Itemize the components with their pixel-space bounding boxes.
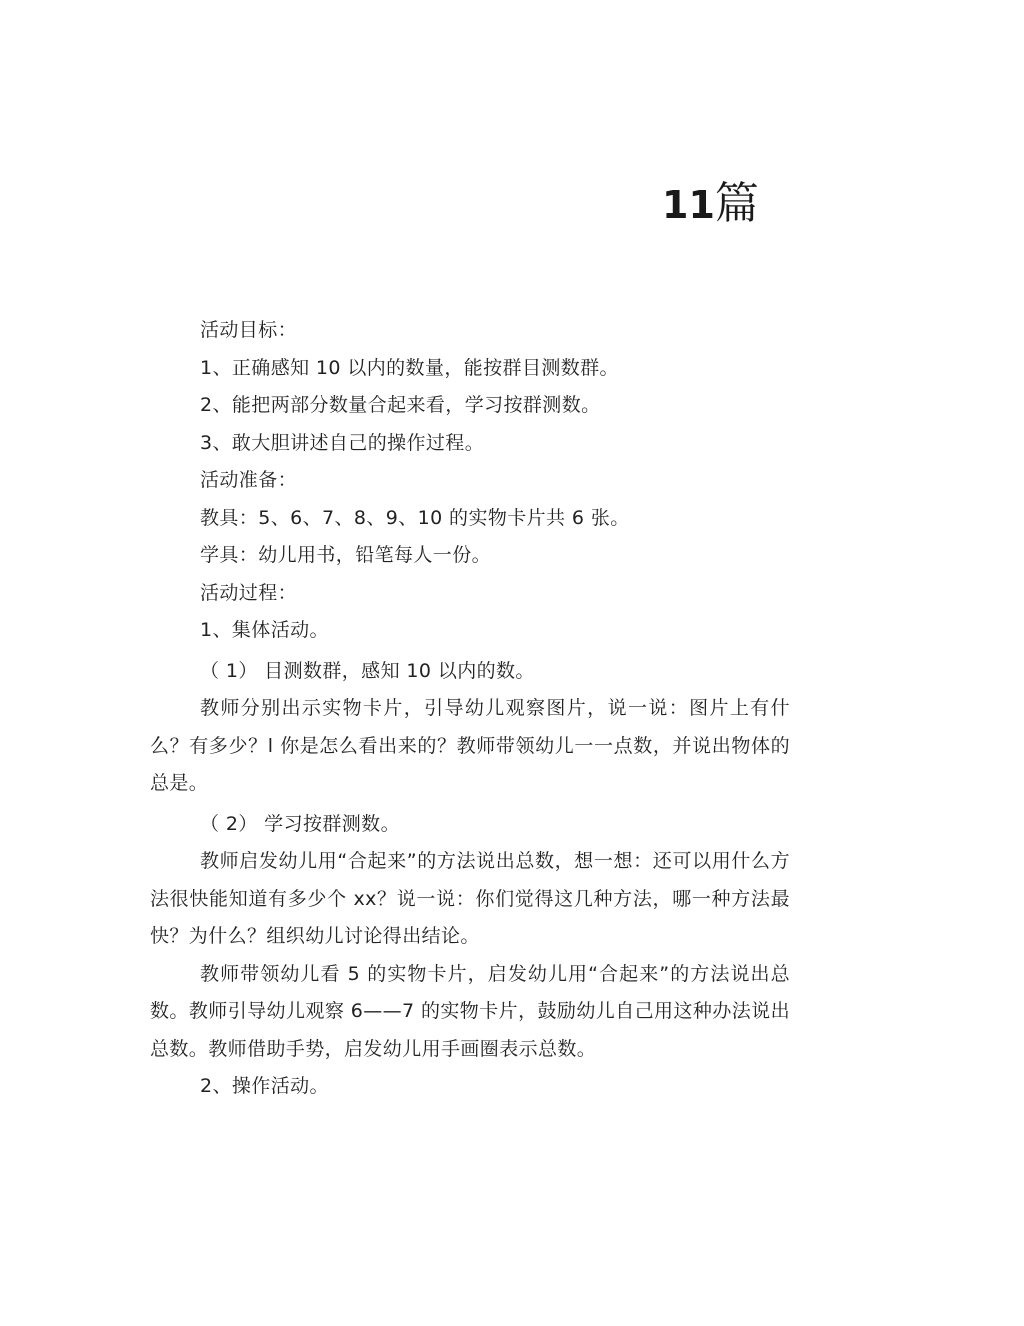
process-paragraph: 教师带领幼儿看 5 的实物卡片，启发幼儿用“合起来”的方法说出总数。教师引导幼儿观察 6——7 的实物卡片，鼓励幼儿自己用这种办法说出总数。教师借助手势，启发幼儿用手画圈表示总数。 <box>150 962 790 1060</box>
preparation-teaching-aids: 教具：5、6、7、8、9、10 的实物卡片共 6 张。 <box>200 506 630 529</box>
goal-item-1: 1、正确感知 10 以内的数量，能按群目测数群。 <box>200 356 619 379</box>
title-word: 篇 <box>714 178 759 229</box>
process-substep-2: （ 2） 学习按群测数。 <box>200 812 400 835</box>
goal-item-3: 3、敢大胆讲述自己的操作过程。 <box>200 431 485 454</box>
document-body <box>150 312 790 1106</box>
process-substep-1: （ 1） 目测数群，感知 10 以内的数。 <box>200 659 535 682</box>
goal-item-2: 2、能把两部分数量合起来看，学习按群测数。 <box>200 394 601 416</box>
process-paragraph: 教师分别出示实物卡片，引导幼儿观察图片，说一说：图片上有什么？有多少？l 你是怎么看出来的？教师带领幼儿一一点数，并说出物体的总是。 <box>150 697 790 794</box>
process-step-1: 1、集体活动。 <box>200 619 329 641</box>
process-paragraph: 教师启发幼儿用“合起来”的方法说出总数，想一想：还可以用什么方法很快能知道有多少个 xx？说一说：你们觉得这几种方法，哪一种方法最快？为什么？组织幼儿讨论得出结论。 <box>150 850 790 947</box>
page-title <box>662 176 759 233</box>
process-step-2: 2、操作活动。 <box>200 1075 329 1097</box>
preparation-learning-aids: 学具：幼儿用书，铅笔每人一份。 <box>200 544 492 566</box>
heading-activity-process: 活动过程： <box>200 581 298 604</box>
title-number: 11 <box>662 183 715 227</box>
heading-activity-goals: 活动目标： <box>200 319 298 341</box>
heading-activity-preparation: 活动准备： <box>200 469 298 491</box>
